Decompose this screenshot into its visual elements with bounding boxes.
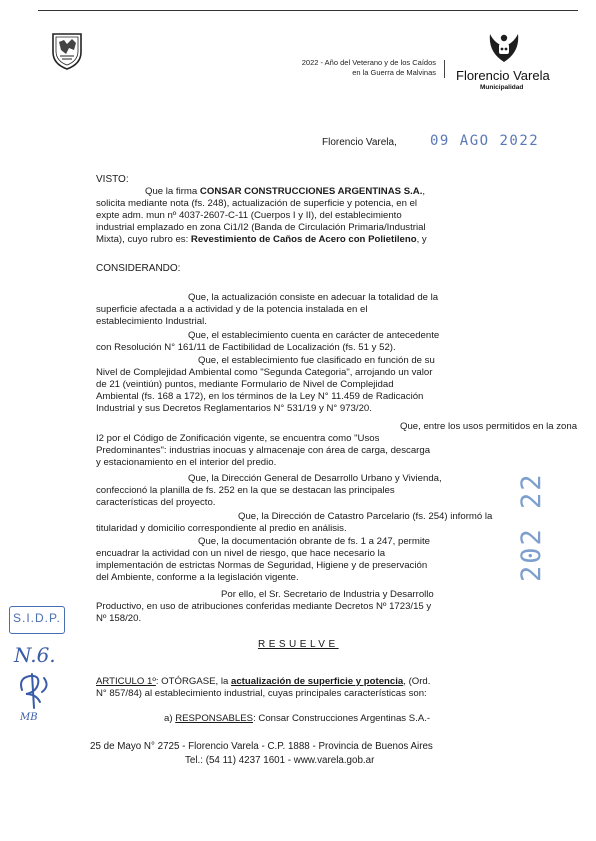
considerando-line: I2 por el Código de Zonificación vigente, se encuentra como "Usos [96,433,380,444]
considerando-line: Que, la Dirección General de Desarrollo Urbano y Vivienda, [188,473,442,484]
considerando-heading: CONSIDERANDO: [96,263,181,274]
item-letter: a) [164,713,176,724]
considerando-line: Nº 158/20. [96,613,142,624]
handwritten-initials: MB [20,712,38,723]
sidp-stamp-label: S.I.D.P. [13,611,61,625]
considerando-line: Nivel de Complejidad Ambiental como "Segunda Categoria", arrojando un valor [96,367,433,378]
considerando-line: con Resolución N° 161/11 de Factibilidad de Localización (fs. 51 y 52). [96,342,396,353]
article-item-a [164,713,430,725]
visto-text: Que la firma [145,186,200,197]
article-1-line-1 [96,676,430,688]
article-label: ARTICULO 1º [96,676,156,687]
header-divider [444,60,445,78]
year-motto [206,58,436,78]
considerando-line: del Ambiente, conforme a la legislación vigente. [96,572,299,583]
considerando-line: Que, entre los usos permitidos en la zona [400,421,578,432]
handwritten-initials-icon [14,670,58,710]
considerando-line: características del proyecto. [96,497,216,508]
considerando-line: Ambiental (fs. 168 a 172), en los términos de la Ley N° 11.459 de Radicación [96,391,424,402]
visto-line-5 [96,234,427,246]
considerando-line: establecimiento Industrial. [96,316,207,327]
considerando-line: de 21 (veintiún) puntos, mediante Formulario de Nivel de Complejidad [96,379,394,390]
top-rule [38,10,578,11]
handwritten-number: N.6. [14,643,56,667]
visto-line-3: expte adm. mun nº 4037-2607-C-11 (Cuerpos I y II), del establecimiento [96,210,402,221]
visto-text: , y [416,234,427,245]
considerando-line: Que, la documentación obrante de fs. 1 a 247, permite [198,536,430,547]
considerando-line: Industrial y sus Decretos Reglamentarios N° 531/19 y N° 973/20. [96,403,372,414]
visto-text: , [422,186,426,197]
footer-contact: Tel.: (54 11) 4237 1601 - www.varela.gob.ar [185,755,375,766]
visto-line-4: industrial emplazado en zona Ci1/I2 (Banda de Circulación Primaria/Industrial [96,222,426,233]
article-text: : OTÓRGASE, la [155,676,232,687]
considerando-line: encuadrar la actividad con un nivel de riesgo, que hace necesario la [96,548,386,559]
brand-subtitle: Municipalidad [480,84,524,91]
article-1-line-2: N° 857/84) al establecimiento industrial, cuyas principales características son: [96,688,427,699]
considerando-line: Productivo, en uso de atribuciones conferidas mediante Decretos Nº 1723/15 y [96,601,432,612]
date-stamp: 09 AGO 2022 [430,133,540,149]
municipal-crest-icon [50,30,84,70]
resuelve-heading: RESUELVE [258,639,339,650]
item-text: : Consar Construcciones Argentinas S.A.- [253,713,431,724]
considerando-line: y estacionamiento en el interior del predio. [96,457,277,468]
considerando-line: superficie afectada a a actividad y de la potencia instalada en el [96,304,368,315]
considerando-line: Predominantes": industrias inocuas y almacenaje con área de carga, descarga [96,445,431,456]
article-text: , (Ord. [403,676,431,687]
file-number: 202 22 [516,472,547,582]
item-label: RESPONSABLES [175,713,254,724]
year-motto-line-1: 2022 - Año del Veterano y de los Caídos [301,58,436,67]
footer-address: 25 de Mayo N° 2725 - Florencio Varela - C.P. 1888 - Provincia de Buenos Aires [90,741,433,752]
year-motto-line-2: en la Guerra de Malvinas [352,68,436,77]
considerando-line: titularidad y domicilio correspondiente al predio en análisis. [96,523,347,534]
company-name: CONSAR CONSTRUCCIONES ARGENTINAS S.A. [199,186,423,197]
considerando-line: Por ello, el Sr. Secretario de Industria y Desarrollo [221,589,434,600]
considerando-line: Que, el establecimiento cuenta en carácter de antecedente [188,330,440,341]
considerando-line: confeccionó la planilla de fs. 252 en la que se destacan las principales [96,485,395,496]
considerando-line: implementación de estrictas Normas de Seguridad, Higiene y de preservación [96,560,428,571]
date-place: Florencio Varela, [322,137,397,148]
florencio-varela-logo-icon [486,32,522,64]
file-number-stamp [512,432,546,584]
article-subject: actualización de superficie y potencia [231,676,404,687]
visto-line-2: solicita mediante nota (fs. 248), actualización de superficie y potencia, en el [96,198,418,209]
considerando-line: Que, el establecimiento fue clasificado en función de su [198,355,435,366]
brand-name: Florencio Varela [456,68,550,83]
visto-heading: VISTO: [96,174,129,185]
activity-name: Revestimiento de Caños de Acero con Polietileno [190,234,417,245]
considerando-line: Que, la Dirección de Catastro Parcelario (fs. 254) informó la [238,511,493,522]
visto-text: Mixta), cuyo rubro es: [96,234,191,245]
considerando-line: Que, la actualización consiste en adecuar la totalidad de la [188,292,439,303]
visto-line-1 [145,186,425,198]
